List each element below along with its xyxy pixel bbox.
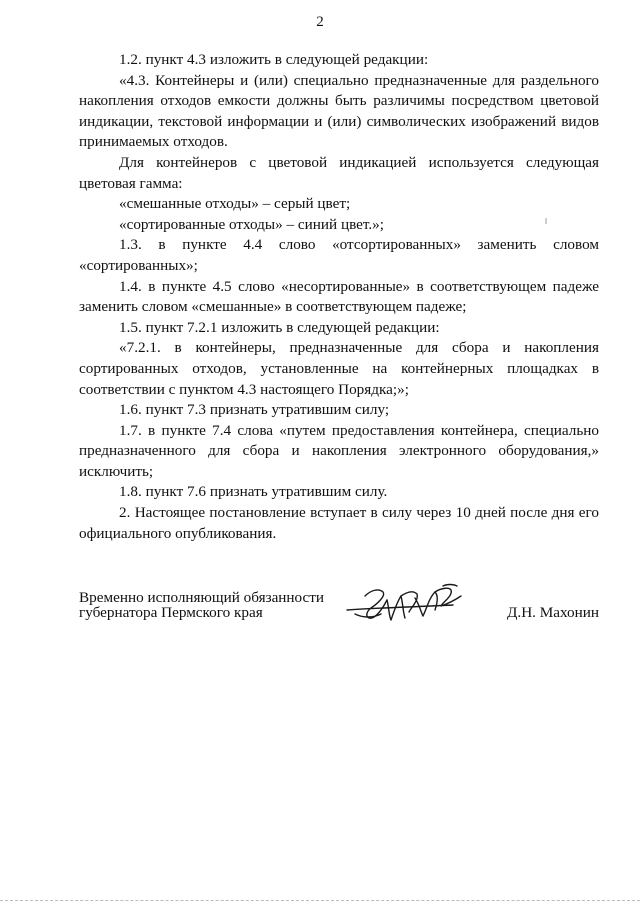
paragraph-color-scheme: Для контейнеров с цветовой индикацией используется следующая цветовая гамма: [79, 153, 599, 192]
paragraph-1-7: 1.7. в пункте 7.4 слова «путем предоставления контейнера, специально предназначенного для сбора и накопления электронного оборудования,» исключить; [79, 421, 599, 480]
paragraph-2: 2. Настоящее постановление вступает в силу через 10 дней после дня его официального опубликования. [79, 504, 599, 542]
signatory-name: Д.Н. Махонин [507, 604, 599, 621]
paragraph-4-3-text: «4.3. Контейнеры и (или) специально предназначенные для раздельного накопления отходов емкости должны быть различимы посредством цветовой индикации, текстовой информации и (или) символических изображений видов принимаемых отходов. [79, 71, 599, 151]
signatory-position [79, 590, 324, 620]
paragraph-mixed-waste: «смешанные отходы» – серый цвет; [119, 195, 351, 213]
document-body [79, 50, 599, 544]
signatory-position-line-1: Временно исполняющий обязанности [79, 589, 325, 606]
paragraph-1-6: 1.6. пункт 7.3 признать утратившим силу; [119, 401, 390, 419]
paragraph-7-2-1-text: «7.2.1. в контейнеры, предназначенные для сбора и накопления сортированных отходов, установленные на контейнерных площадках в соответствии с пунктом 4.3 настоящего Порядка;»; [79, 339, 599, 398]
paragraph-1-2: 1.2. пункт 4.3 изложить в следующей редакции: [119, 51, 429, 68]
paragraph-sorted-waste: «сортированные отходы» – синий цвет.»; [119, 215, 385, 233]
page-number: 2 [316, 14, 324, 30]
paragraph-1-5: 1.5. пункт 7.2.1 изложить в следующей редакции: [119, 318, 440, 336]
page-bottom-edge [0, 900, 640, 901]
paragraph-1-8: 1.8. пункт 7.6 признать утратившим силу. [119, 483, 388, 501]
handwritten-signature [343, 578, 475, 628]
paragraph-1-3: 1.3. в пункте 4.4 слово «отсортированных» заменить словом «сортированных»; [79, 236, 599, 274]
scan-speck [545, 218, 547, 224]
signature-block [79, 590, 599, 638]
paragraph-1-4: 1.4. в пункте 4.5 слово «несортированные» в соответствующем падеже заменить словом «смешанные» в соответствующем падеже; [79, 277, 599, 316]
signatory-position-line-2: губернатора Пермского края [79, 604, 263, 621]
